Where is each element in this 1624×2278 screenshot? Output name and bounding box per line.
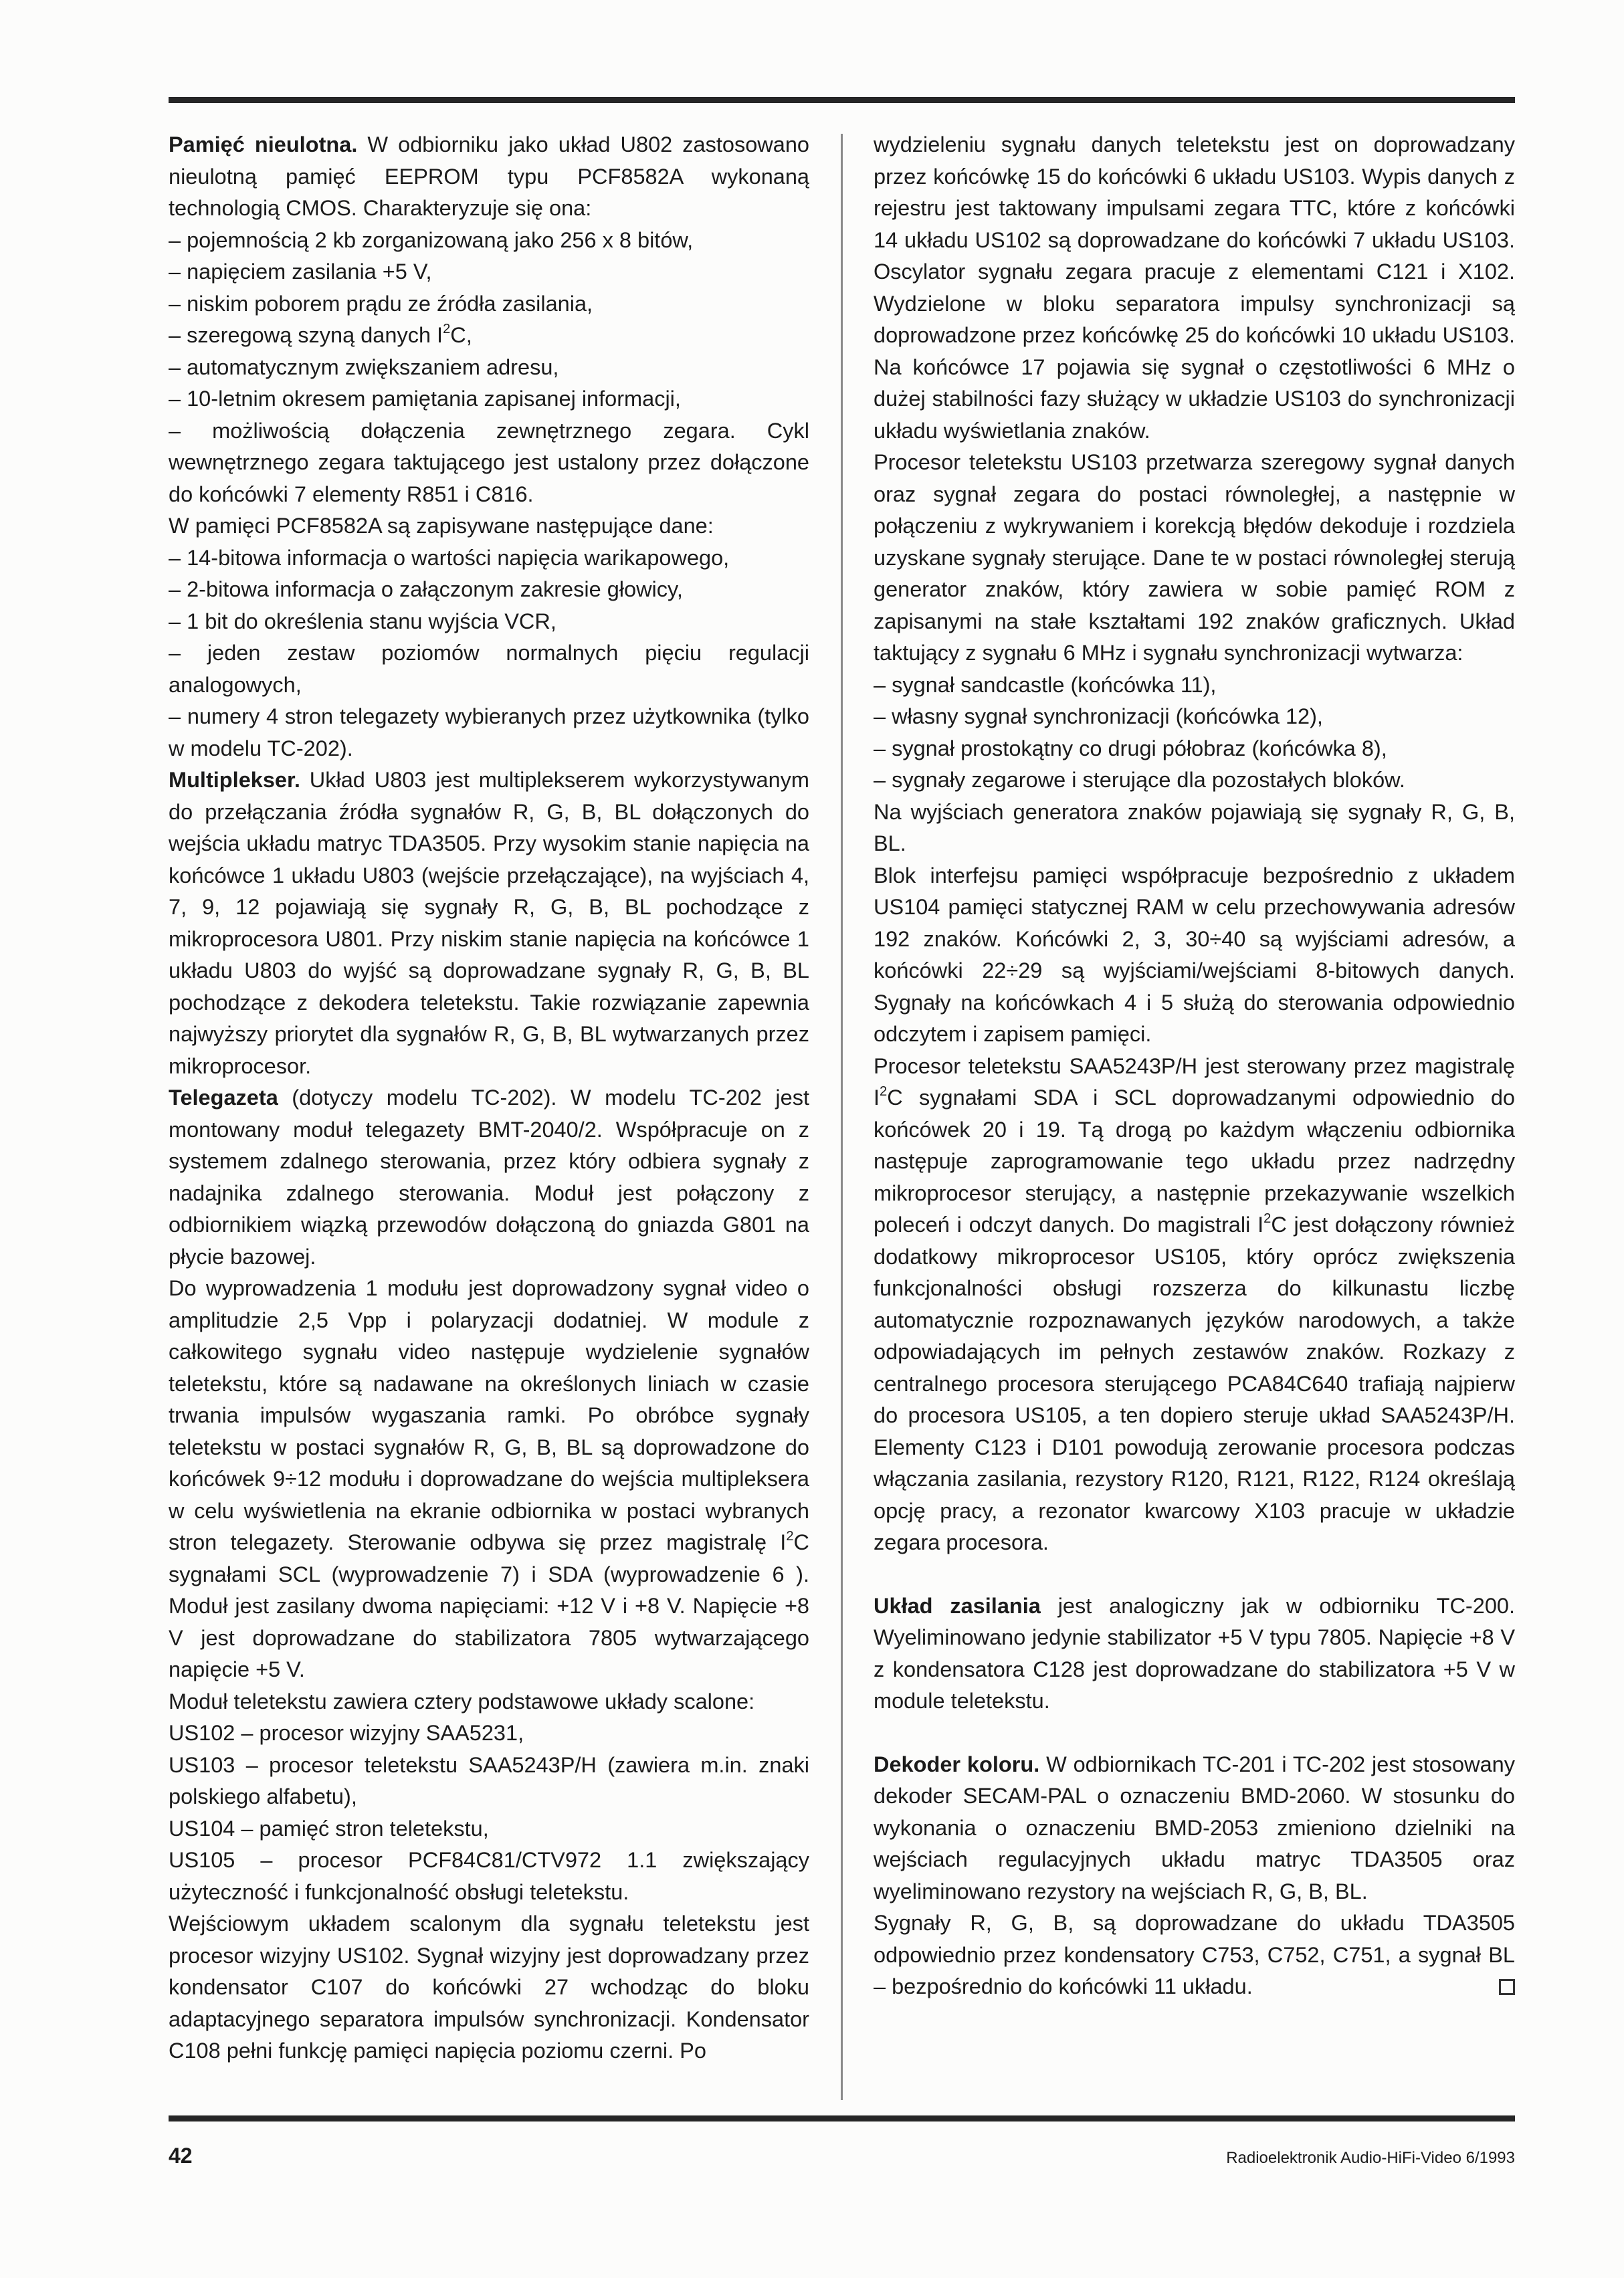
paragraph: W pamięci PCF8582A są zapisywane następujące dane:	[169, 514, 714, 538]
bottom-rule	[169, 2115, 1515, 2121]
list-item: US102 – procesor wizyjny SAA5231,	[169, 1721, 524, 1745]
left-column	[169, 129, 809, 2067]
section-heading: Telegazeta	[169, 1085, 278, 1110]
list-item: – sygnał sandcastle (końcówka 11),	[874, 672, 1217, 697]
paragraph: Wejściowym układem scalonym dla sygnału teletekstu jest procesor wizyjny US102. Sygnał wizyjny jest doprowadzany przez kondensator C107 do końcówki 27 wchodząc do bloku adaptacyjnego separatora impulsów synchronizacji. Kondensator C108 pełni funkcję pamięci napięcia poziomu czerni. Po	[169, 1911, 809, 2063]
paragraph: Na wyjściach generatora znaków pojawiają się sygnały R, G, B, BL.	[874, 799, 1515, 855]
top-rule	[169, 97, 1515, 103]
magazine-issue: Radioelektronik Audio-HiFi-Video 6/1993	[1226, 2149, 1515, 2167]
section-heading: Układ zasilania	[874, 1593, 1041, 1618]
right-column	[874, 129, 1515, 2003]
list-item: – numery 4 stron telegazety wybieranych przez użytkownika (tylko w modelu TC-202).	[169, 704, 809, 760]
section-telegazeta: Telegazeta (dotyczy modelu TC-202). W modelu TC-202 jest montowany moduł telegazety BMT-2040/2. Współpracuje on z systemem zdalnego sterowania, przez który odbiera sygnały z nadajnika zdalnego sterowania. Moduł jest połączony z odbiornikiem wiązką przewodów dołączoną do gniazda G801 na płycie bazowej.	[169, 1085, 809, 1269]
list-item: – 2-bitowa informacja o załączonym zakresie głowicy,	[169, 577, 683, 601]
list-item: – własny sygnał synchronizacji (końcówka 12),	[874, 704, 1323, 728]
list-item: – możliwością dołączenia zewnętrznego zegara. Cykl wewnętrznego zegara taktującego jest ustalony przez dołączone do końcówki 7 elementy R851 i C816.	[169, 418, 809, 506]
list-item: – sygnały zegarowe i sterujące dla pozostałych bloków.	[874, 768, 1405, 792]
list-item: – automatycznym zwiększaniem adresu,	[169, 354, 559, 379]
list-item: – 10-letnim okresem pamiętania zapisanej informacji,	[169, 387, 681, 411]
list-item: – napięciem zasilania +5 V,	[169, 260, 432, 284]
end-of-article-icon	[1499, 1979, 1515, 1995]
list-item: – jeden zestaw poziomów normalnych pięciu regulacji analogowych,	[169, 641, 809, 697]
section-heading: Multiplekser.	[169, 768, 300, 792]
page-number: 42	[169, 2144, 193, 2168]
list-item: – sygnał prostokątny co drugi półobraz (końcówka 8),	[874, 736, 1387, 760]
list-item: – szeregową szyną danych $I^2C$,	[169, 322, 472, 347]
list-item: US104 – pamięć stron teletekstu,	[169, 1816, 489, 1841]
section-pamiec: Pamięć nieulotna. W odbiorniku jako układ U802 zastosowano nieulotną pamięć EEPROM typu PCF8582A wykonaną technologią CMOS. Charakteryzuje się ona:	[169, 132, 809, 220]
list-item: – niskim poborem prądu ze źródła zasilania,	[169, 291, 593, 316]
list-item: – pojemnością 2 kb zorganizowaną jako 256 x 8 bitów,	[169, 227, 694, 252]
list-item: – 1 bit do określenia stanu wyjścia VCR,	[169, 609, 556, 633]
paragraph: Sygnały R, G, B, są doprowadzane do układu TDA3505 odpowiednio przez kondensatory C753, C752, C751, a sygnał BL – bezpośrednio do końcówki 11 układu.	[874, 1911, 1515, 1998]
paragraph: Procesor teletekstu US103 przetwarza szeregowy sygnał danych oraz sygnał zegara do postaci równoległej, a następnie w połączeniu z wykrywaniem i korekcją błędów dekoduje i rozdziela uzyskane sygnały sterujące. Dane te w postaci równoległej sterują generator znaków, który zawiera w sobie pamięć ROM z zapisanymi na stałe kształtami 192 znaków graficznych. Układ taktujący z sygnału 6 MHz i sygnału synchronizacji wytwarza:	[874, 450, 1515, 665]
section-multiplekser: Multiplekser. Układ U803 jest multiplekserem wykorzystywanym do przełączania źródła sygnałów R, G, B, BL dołączonych do wejścia układu matryc TDA3505. Przy wysokim stanie napięcia na końcówce 1 układu U803 (wejście przełączające), na wyjściach 4, 7, 9, 12 pojawiają się sygnały R, G, B, BL pochodzące z mikroprocesora U801. Przy niskim stanie napięcia na końcówce 1 układu U803 do wyjść są doprowadzane sygnały R, G, B, BL pochodzące z dekodera teletekstu. Takie rozwiązanie zapewnia najwyższy priorytet dla sygnałów R, G, B, BL wytwarzanych przez mikroprocesor.	[169, 768, 809, 1078]
section-dekoder: Dekoder koloru. W odbiornikach TC-201 i TC-202 jest stosowany dekoder SECAM-PAL o oznaczeniu BMD-2060. W stosunku do wykonania o oznaczeniu BMD-2053 zmieniono dzielniki na wejściach regulacyjnych układu matryc TDA3505 oraz wyeliminowano rezystory na wejściach R, G, B, BL.	[874, 1752, 1515, 1903]
section-heading: Pamięć nieulotna.	[169, 132, 358, 157]
list-item: – 14-bitowa informacja o wartości napięcia warikapowego,	[169, 545, 730, 570]
column-divider	[841, 134, 843, 2100]
section-zasilanie: Układ zasilania jest analogiczny jak w odbiorniku TC-200. Wyeliminowano jedynie stabilizator +5 V typu 7805. Napięcie +8 V z kondensatora C128 jest doprowadzane do stabilizatora +5 V w module teletekstu.	[874, 1593, 1515, 1713]
paragraph: Do wyprowadzenia 1 modułu jest doprowadzony sygnał video o amplitudzie 2,5 Vpp i polaryzacji dodatniej. W module z całkowitego sygnału video następuje wydzielenie sygnałów teletekstu, które są nadawane na określonych liniach w czasie trwania impulsów wygaszania ramki. Po obróbce sygnały teletekstu w postaci sygnałów R, G, B, BL są doprowadzone do końcówek 9÷12 modułu i doprowadzane do wejścia multipleksera w celu wyświetlenia na ekranie odbiornika w postaci wybranych stron telegazety. Sterowanie odbywa się przez magistralę $I^2C$ sygnałami SCL (wyprowadzenie 7) i SDA (wyprowadzenie 6 ). Moduł jest zasilany dwoma napięciami: +12 V i +8 V. Napięcie +8 V jest doprowadzane do stabilizatora 7805 wytwarzającego napięcie +5 V.	[169, 1276, 809, 1681]
list-item: US103 – procesor teletekstu SAA5243P/H (zawiera m.in. znaki polskiego alfabetu),	[169, 1752, 809, 1808]
section-heading: Dekoder koloru.	[874, 1752, 1040, 1776]
paragraph: Procesor teletekstu SAA5243P/H jest sterowany przez magistralę $I^2C$ sygnałami SDA i SCL doprowadzanymi odpowiednio do końcówek 20 i 19. Tą drogą po każdym włączeniu odbiornika następuje zaprogramowanie tego układu przez nadrzędny mikroprocesor sterujący, a następnie przekazywanie wszelkich poleceń i odczyt danych. Do magistrali $I^2C$ jest dołączony również dodatkowy mikroprocesor US105, który oprócz zwiększenia funkcjonalności obsługi rozszerza do kilkunastu liczbę automatycznie rozpoznawanych języków narodowych, a także odpowiadających im pełnych zestawów znaków. Rozkazy z centralnego procesora sterującego PCA84C640 trafiają najpierw do procesora US105, a ten dopiero steruje układ SAA5243P/H. Elementy C123 i D101 powodują zerowanie procesora podczas włączania zasilania, rezystory R120, R121, R122, R124 określają opcję pracy, a rezonator kwarcowy X103 pracuje w układzie zegara procesora.	[874, 1053, 1516, 1554]
paragraph: wydzieleniu sygnału danych teletekstu jest on doprowadzany przez końcówkę 15 do końcówki 6 układu US103. Wypis danych z rejestru jest taktowany impulsami zegara TTC, które z końcówki 14 układu US102 są doprowadzane do końcówki 7 układu US103. Oscylator sygnału zegara pracuje z elementami C121 i X102. Wydzielone w bloku separatora impulsy synchronizacji są doprowadzone przez końcówkę 25 do końcówki 10 układu US103. Na końcówce 17 pojawia się sygnał o częstotliwości 6 MHz o dużej stabilności fazy służący w układzie US103 do synchronizacji układu wyświetlania znaków.	[874, 132, 1515, 443]
list-item: US105 – procesor PCF84C81/CTV972 1.1 zwiększający użyteczność i funkcjonalność obsługi teletekstu.	[169, 1848, 809, 1904]
paragraph: Moduł teletekstu zawiera cztery podstawowe układy scalone:	[169, 1689, 755, 1714]
paragraph: Blok interfejsu pamięci współpracuje bezpośrednio z układem US104 pamięci statycznej RAM w celu przechowywania adresów 192 znaków. Końcówki 2, 3, 30÷40 są wyjściami adresów, a końcówki 22÷29 są wyjściami/wejściami 8-bitowych danych. Sygnały na końcówkach 4 i 5 służą do sterowania odpowiednio odczytem i zapisem pamięci.	[874, 863, 1515, 1046]
